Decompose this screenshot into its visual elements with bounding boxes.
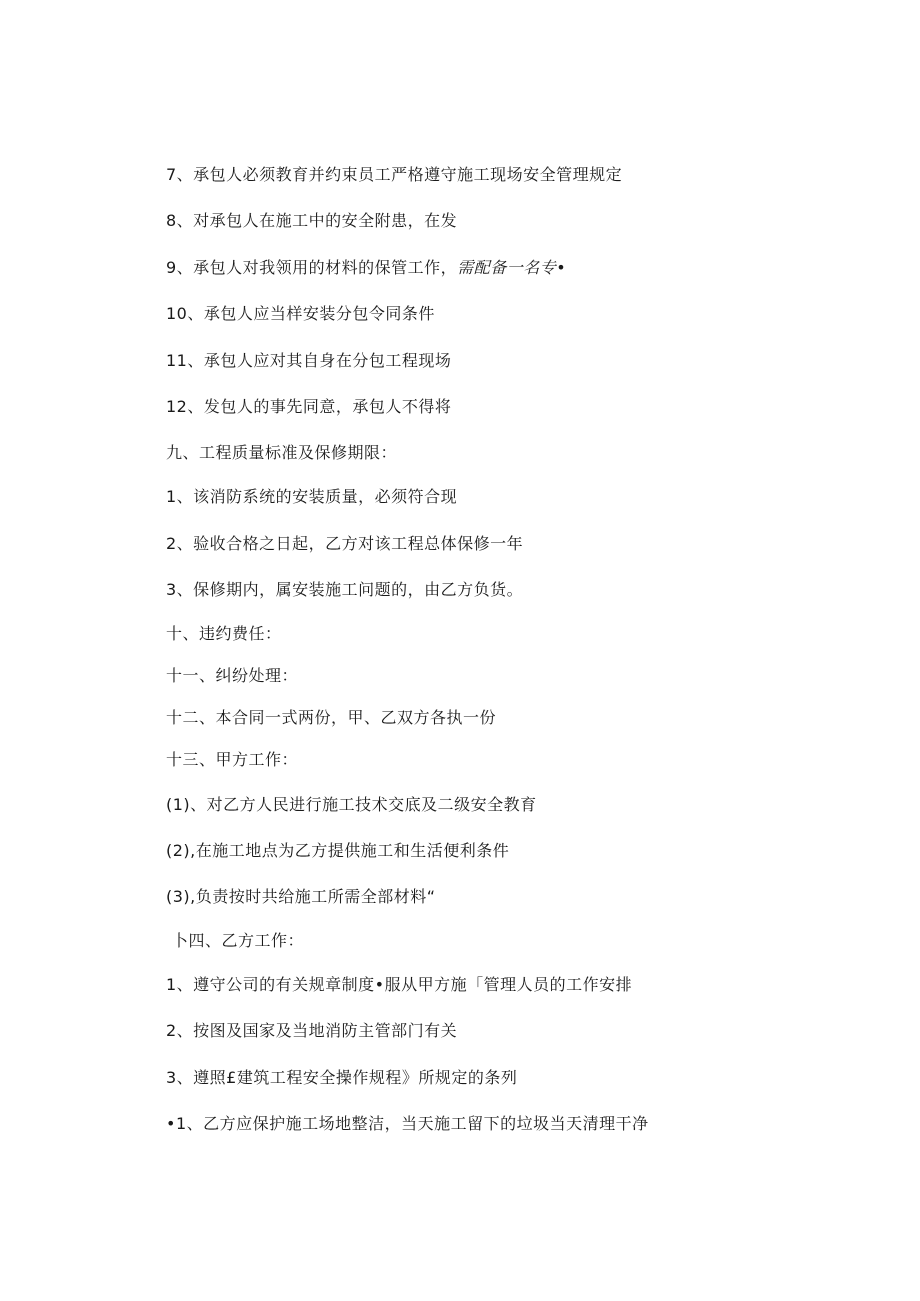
paragraph-line: 9、承包人对我领用的材料的保管工作，需配备一名专•: [166, 258, 567, 277]
paragraph-line: 3、遵照£建筑工程安全操作规程》所规定的条列: [166, 1068, 518, 1087]
paragraph-line: 10、承包人应当样安装分包令同条件: [166, 304, 435, 323]
paragraph-line: (3),负责按时共给施工所需全部材料“: [166, 887, 436, 906]
paragraph-line: (2),在施工地点为乙方提供施工和生活便利条件: [166, 841, 510, 860]
section-heading: 卜四、乙方工作：: [172, 931, 305, 950]
paragraph-line: •1、乙方应保护施工场地整洁，当天施工留下的垃圾当天清理干净: [166, 1114, 649, 1133]
section-heading: 十三、甲方工作：: [166, 750, 299, 769]
paragraph-line: 8、对承包人在施工中的安全附患，在发: [166, 211, 458, 230]
section-heading: 十二、本合同一式两份，甲、乙双方各执一份: [166, 708, 497, 727]
paragraph-line: 1、该消防系统的安装质量，必须符合现: [166, 487, 458, 506]
paragraph-line: 12、发包人的事先同意，承包人不得将: [166, 397, 452, 416]
paragraph-line: 3、保修期内，属安装施工问题的，由乙方负货。: [166, 580, 524, 599]
section-heading: 十、违约费任：: [166, 624, 282, 643]
section-heading: 十一、纠纷处理：: [166, 666, 299, 685]
paragraph-line: 1、遵守公司的有关规章制度•服从甲方施「管理人员的工作安排: [166, 975, 633, 994]
paragraph-line: (1)、对乙方人民进行施工技术交底及二级安全教育: [166, 795, 537, 814]
paragraph-line: 11、承包人应对其自身在分包工程现场: [166, 351, 452, 370]
paragraph-line: 2、验收合格之日起，乙方对该工程总体保修一年: [166, 534, 524, 553]
paragraph-line: 2、按图及国家及当地消防主管部门有关: [166, 1021, 458, 1040]
paragraph-line: 7、承包人必须教育并约束员工严格遵守施工现场安全管理规定: [166, 165, 623, 184]
section-heading: 九、工程质量标准及保修期限：: [166, 443, 398, 462]
italic-fragment: 需配备一名专•: [457, 258, 567, 277]
